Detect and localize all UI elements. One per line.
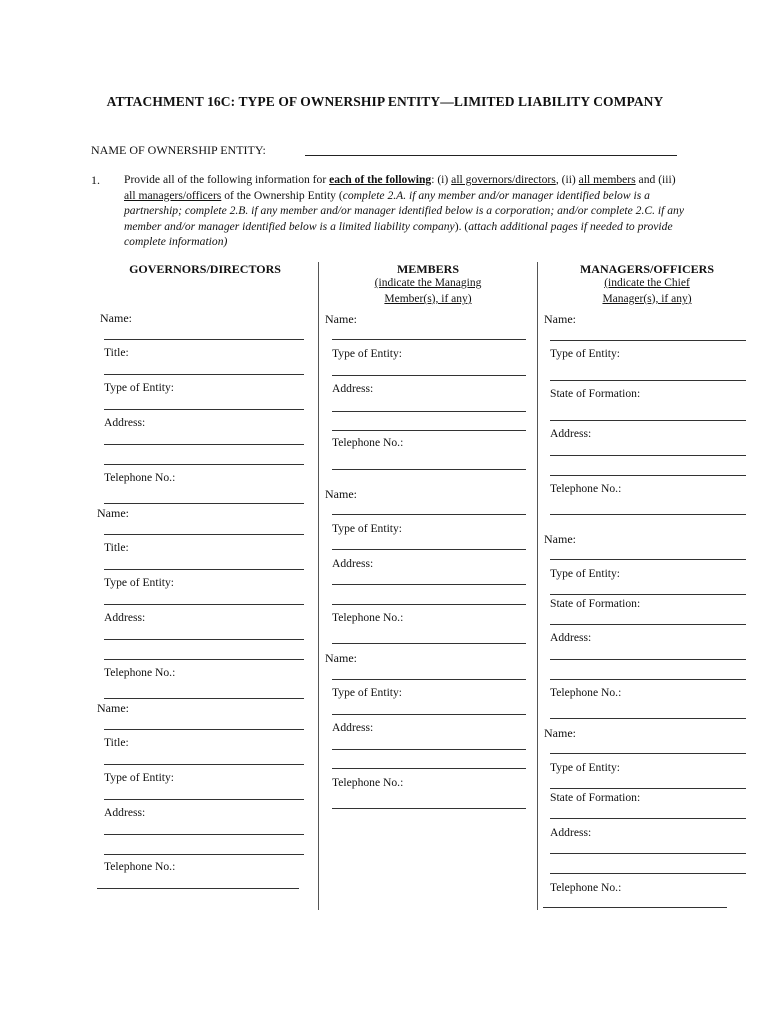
gov2-title-line[interactable] (104, 569, 304, 570)
gov3-name-label: Name: (97, 701, 129, 715)
gov1-type-line[interactable] (104, 409, 304, 410)
gov1-type-label: Type of Entity: (104, 381, 175, 394)
gov2-telephone-label: Telephone No.: (104, 666, 176, 679)
mgr2-type-line[interactable] (550, 594, 746, 595)
gov2-address-label: Address: (104, 611, 146, 624)
mgr1-address-label: Address: (550, 427, 592, 440)
mem2-type-label: Type of Entity: (332, 522, 403, 535)
mgr3-name-label: Name: (544, 726, 576, 740)
mem2-address-label: Address: (332, 557, 374, 570)
gov3-type-label: Type of Entity: (104, 771, 175, 784)
managers-subheading-1: (indicate the Chief (604, 277, 690, 289)
mgr2-telephone-label: Telephone No.: (550, 686, 622, 699)
column-divider-2 (537, 262, 538, 910)
mgr1-telephone-line[interactable] (550, 514, 746, 515)
mgr3-address-line-1[interactable] (550, 853, 746, 854)
mgr2-state-line[interactable] (550, 624, 746, 625)
gov3-address-line-2[interactable] (104, 854, 304, 855)
gov3-address-line-1[interactable] (104, 834, 304, 835)
mem2-address-line-1[interactable] (332, 584, 526, 585)
mgr3-state-line[interactable] (550, 818, 746, 819)
mgr2-type-label: Type of Entity: (550, 567, 621, 580)
members-subheading-1: (indicate the Managing (374, 277, 482, 289)
page-title: ATTACHMENT 16C: TYPE OF OWNERSHIP ENTITY—LIMITED LIABILITY COMPANY (106, 94, 664, 109)
gov3-telephone-label: Telephone No.: (104, 860, 176, 873)
mgr1-type-line[interactable] (550, 380, 746, 381)
mgr3-type-label: Type of Entity: (550, 761, 621, 774)
mgr1-address-line-2[interactable] (550, 475, 746, 476)
mem2-type-line[interactable] (332, 549, 526, 550)
mgr2-telephone-line[interactable] (550, 718, 746, 719)
gov1-address-label: Address: (104, 416, 146, 429)
mem2-name-label: Name: (325, 487, 357, 501)
gov1-title-line[interactable] (104, 374, 304, 375)
mem1-type-label: Type of Entity: (332, 347, 403, 360)
mem3-name-line[interactable] (332, 679, 526, 680)
mgr3-name-line[interactable] (550, 753, 746, 754)
mem1-address-label: Address: (332, 382, 374, 395)
gov3-address-label: Address: (104, 806, 146, 819)
mem1-name-label: Name: (325, 312, 357, 326)
gov3-title-line[interactable] (104, 764, 304, 765)
mem2-address-line-2[interactable] (332, 604, 526, 605)
instructions-paragraph: Provide all of the following information for each of the following: (i) all governors/directors, (ii) all members and (iii) all managers/officers of the Ownership Entity (complete 2.A. if any member and/or manager identified below is a partnership; complete 2.B. if any member and/or manager identified below is a corporation; and/or complete 2.C. if any member and/or manager identified below is a limited liability company). (attach additional pages if needed to provide complete information) (124, 173, 684, 248)
gov1-telephone-line[interactable] (104, 503, 304, 504)
mem3-telephone-label: Telephone No.: (332, 776, 404, 789)
managers-heading: MANAGERS/OFFICERS (579, 262, 714, 276)
mgr2-address-label: Address: (550, 631, 592, 644)
mgr3-telephone-label: Telephone No.: (550, 881, 622, 894)
mem1-telephone-line[interactable] (332, 469, 526, 470)
gov3-title-label: Title: (104, 736, 129, 749)
entity-name-field[interactable] (305, 143, 677, 156)
gov3-telephone-line[interactable] (97, 888, 299, 889)
mgr2-name-label: Name: (544, 532, 576, 546)
gov2-type-line[interactable] (104, 604, 304, 605)
managers-subheading-2: Manager(s), if any) (602, 293, 692, 305)
governors-heading: GOVERNORS/DIRECTORS (129, 262, 281, 276)
mem3-address-line-1[interactable] (332, 749, 526, 750)
mgr2-address-line-2[interactable] (550, 679, 746, 680)
mem3-telephone-line[interactable] (332, 808, 526, 809)
mem3-type-line[interactable] (332, 714, 526, 715)
mem1-telephone-label: Telephone No.: (332, 436, 404, 449)
mgr3-state-label: State of Formation: (550, 791, 641, 804)
column-divider-1 (318, 262, 319, 910)
gov1-name-line[interactable] (104, 339, 304, 340)
mem1-type-line[interactable] (332, 375, 526, 376)
mem2-telephone-line[interactable] (332, 643, 526, 644)
item-number: 1. (91, 173, 100, 187)
mgr1-address-line-1[interactable] (550, 455, 746, 456)
mem2-telephone-label: Telephone No.: (332, 611, 404, 624)
gov2-telephone-line[interactable] (104, 698, 304, 699)
mem3-address-label: Address: (332, 721, 374, 734)
gov3-type-line[interactable] (104, 799, 304, 800)
mgr2-name-line[interactable] (550, 559, 746, 560)
gov1-name-label: Name: (100, 311, 132, 325)
mem1-address-line-2[interactable] (332, 430, 526, 431)
mgr1-name-label: Name: (544, 312, 576, 326)
mgr1-state-line[interactable] (550, 420, 746, 421)
gov2-title-label: Title: (104, 541, 129, 554)
mgr1-name-line[interactable] (550, 340, 746, 341)
gov2-address-line-1[interactable] (104, 639, 304, 640)
members-subheading-2: Member(s), if any) (384, 293, 472, 305)
gov1-telephone-label: Telephone No.: (104, 471, 176, 484)
gov2-type-label: Type of Entity: (104, 576, 175, 589)
gov2-name-label: Name: (97, 506, 129, 520)
mem1-name-line[interactable] (332, 339, 526, 340)
entity-name-label: NAME OF OWNERSHIP ENTITY: (91, 143, 266, 157)
mgr3-address-label: Address: (550, 826, 592, 839)
mgr3-type-line[interactable] (550, 788, 746, 789)
mgr3-telephone-line[interactable] (543, 907, 727, 908)
gov2-address-line-2[interactable] (104, 659, 304, 660)
mgr1-telephone-label: Telephone No.: (550, 482, 622, 495)
mgr2-state-label: State of Formation: (550, 597, 641, 610)
gov3-name-line[interactable] (104, 729, 304, 730)
gov1-address-line-2[interactable] (104, 464, 304, 465)
mgr2-address-line-1[interactable] (550, 659, 746, 660)
mgr1-state-label: State of Formation: (550, 387, 641, 400)
gov2-name-line[interactable] (104, 534, 304, 535)
mem3-name-label: Name: (325, 651, 357, 665)
mgr1-type-label: Type of Entity: (550, 347, 621, 360)
gov1-title-label: Title: (104, 346, 129, 359)
members-heading: MEMBERS (396, 262, 459, 276)
mem3-type-label: Type of Entity: (332, 686, 403, 699)
mgr3-address-line-2[interactable] (550, 873, 746, 874)
gov1-address-line-1[interactable] (104, 444, 304, 445)
mem3-address-line-2[interactable] (332, 768, 526, 769)
mem2-name-line[interactable] (332, 514, 526, 515)
mem1-address-line-1[interactable] (332, 411, 526, 412)
